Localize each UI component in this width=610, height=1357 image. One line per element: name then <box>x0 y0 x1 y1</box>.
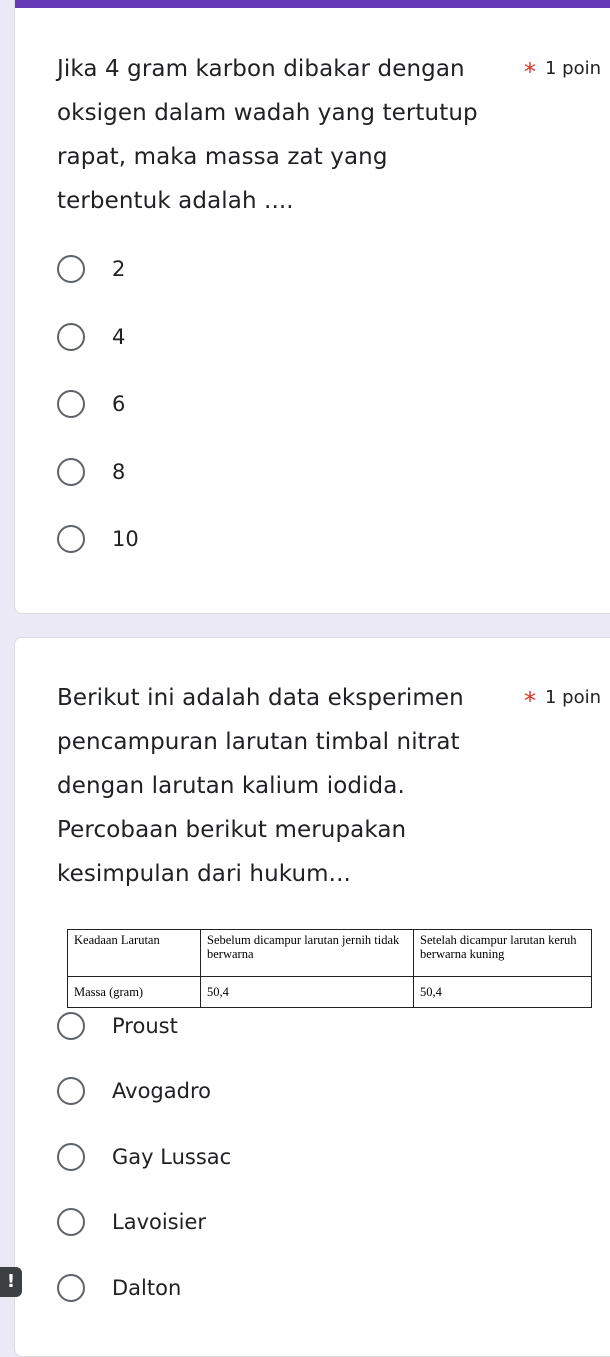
table-row <box>68 977 592 1008</box>
table-cell: 50,4 <box>414 977 592 1008</box>
radio-button[interactable] <box>57 323 85 351</box>
radio-button[interactable] <box>57 1208 85 1236</box>
radio-button[interactable] <box>57 390 85 418</box>
question-2-option-lavoisier[interactable] <box>57 1202 206 1242</box>
question-1-option-10[interactable] <box>57 519 139 559</box>
option-label: Avogadro <box>112 1079 211 1103</box>
question-2-points: 1 poin <box>545 687 602 708</box>
question-2-option-dalton[interactable] <box>57 1268 181 1308</box>
option-label: Gay Lussac <box>112 1145 232 1169</box>
radio-button[interactable] <box>57 255 85 283</box>
option-label: 6 <box>112 392 126 416</box>
table-cell: Setelah dicampur larutan keruh berwarna kuning <box>414 930 592 977</box>
radio-button[interactable] <box>57 1274 85 1302</box>
question-1-option-8[interactable] <box>57 452 125 492</box>
radio-button[interactable] <box>57 1077 85 1105</box>
question-1-option-2[interactable] <box>57 249 125 289</box>
question-1-points: 1 poin <box>545 58 602 79</box>
radio-button[interactable] <box>57 1012 85 1040</box>
option-label: 10 <box>112 527 139 551</box>
question-1-required-mark: * <box>524 58 536 86</box>
question-1-title: Jika 4 gram karbon dibakar dengan oksigen dalam wadah yang tertutup rapat, maka massa zat yang terbentuk adalah .... <box>57 56 478 214</box>
question-2-required-mark: * <box>524 687 536 715</box>
question-2-title: Berikut ini adalah data eksperimen pencampuran larutan timbal nitrat dengan larutan kalium iodida. Percobaan berikut merupakan kesimpulan dari hukum... <box>57 685 464 887</box>
question-2-option-avogadro[interactable] <box>57 1071 211 1111</box>
form-accent-bar <box>14 0 610 8</box>
option-label: 2 <box>112 257 126 281</box>
experiment-data-table <box>67 929 592 1008</box>
table-cell: Keadaan Larutan <box>68 930 201 977</box>
table-cell: 50,4 <box>201 977 414 1008</box>
radio-button[interactable] <box>57 458 85 486</box>
radio-button[interactable] <box>57 525 85 553</box>
radio-button[interactable] <box>57 1143 85 1171</box>
question-1-option-6[interactable] <box>57 384 125 424</box>
option-label: 8 <box>112 460 126 484</box>
report-issue-icon[interactable]: ! <box>0 1267 22 1297</box>
question-2-option-gay-lussac[interactable] <box>57 1137 231 1177</box>
table-header-row <box>68 930 592 977</box>
question-1-option-4[interactable] <box>57 317 125 357</box>
question-card-2 <box>14 637 610 1357</box>
option-label: Dalton <box>112 1276 182 1300</box>
question-2-option-proust[interactable] <box>57 1006 178 1046</box>
table-cell: Massa (gram) <box>68 977 201 1008</box>
question-card-1 <box>14 0 610 614</box>
option-label: 4 <box>112 325 126 349</box>
table-cell: Sebelum dicampur larutan jernih tidak berwarna <box>201 930 414 977</box>
option-label: Proust <box>112 1014 178 1038</box>
option-label: Lavoisier <box>112 1210 207 1234</box>
